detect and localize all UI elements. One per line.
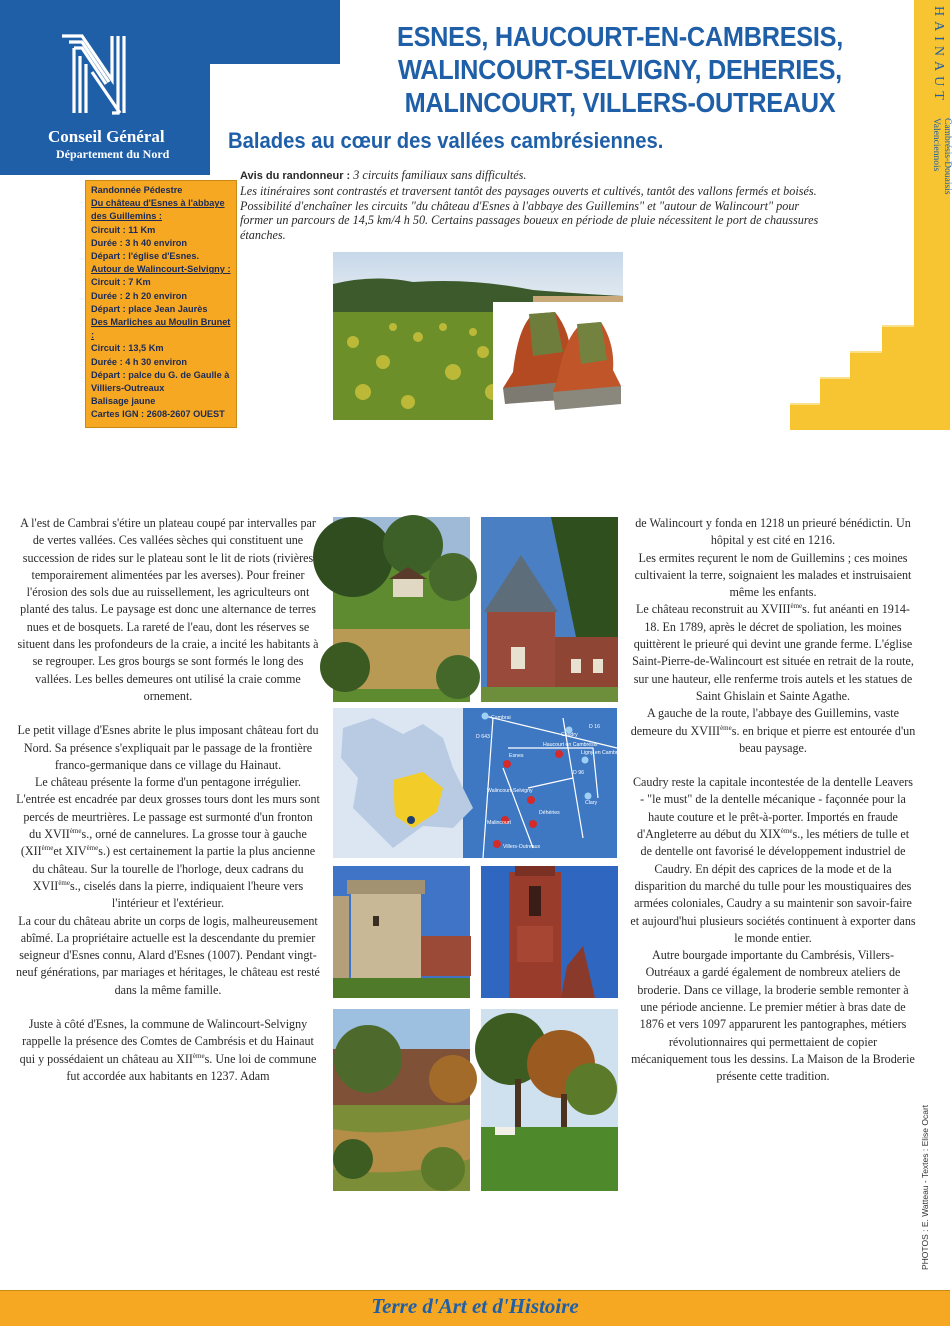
paragraph: de Walincourt y fonda en 1218 un prieuré bénédictin. Un hôpital y est cité en 1216. [635, 516, 911, 548]
region-sub2: Valenciennois [931, 118, 941, 172]
photo-church-tower [481, 866, 618, 998]
org-name: Conseil Général [48, 127, 165, 146]
photo-meadow-trees [481, 1009, 618, 1191]
route-name: Des Marliches au Moulin Brunet : [91, 317, 231, 341]
yellow-stairs-graphic [790, 320, 914, 430]
map-place: Haucourt en Cambrésis [543, 742, 598, 748]
text: s. en brique et pierre est entourée d'un beau paysage. [731, 723, 916, 755]
text: et XIV [53, 844, 87, 859]
article-column-left [16, 515, 320, 1102]
hiker-advice [240, 168, 830, 243]
route-marking: Balisage jaune [91, 396, 156, 407]
article-column-right [630, 515, 916, 1103]
text: Le château reconstruit au XVIII [636, 602, 791, 617]
page-title [372, 20, 869, 119]
paragraph: Le petit village d'Esnes abrite le plus imposant château fort du Nord. Sa présence s'expliquait par le passage de la frontière franco-germanique dans ce village du Hainaut. [17, 723, 319, 772]
route-circuit: Circuit : 7 Km [91, 277, 151, 288]
route-start: Départ : l'église d'Esnes. [91, 251, 200, 262]
advice-text: Les itinéraires sont contrastés et traversent tantôt des paysages ouverts et cultivés, tantôt des vallons fermés et boisés. Possibilité d'enchaîner les circuits "du château d'Esnes à l'abbaye des Guillemins" et "autour de Walincourt" pour former un parcours de 14,5 km/4 h 50. Certains passages boueux en période de pluie nécessitent le port de chaussures étanches. [240, 183, 819, 243]
page-subtitle: Balades au cœur des vallées cambrésiennes. [228, 128, 664, 153]
paragraph: A l'est de Cambrai s'étire un plateau coupé par intervalles par de vertes vallées. Ces vallées sèches qui constituent une succession de rides sur le plateau sont le lit de riots (rivières temporairement alimentées par les averses). Pour freiner l'érosion des sols due au ruissellement, les agriculteurs ont planté des talus. Le paysage est donc une alternance de terres nues et de bosquets. La rareté de l'eau, dont les réserves se situent dans les profondeurs de la craie, a incité les habitants à se regrouper. Les gros bourgs se sont formés le long des vallées. Les belles demeures ont utilisé la craie comme ornement. [17, 516, 319, 703]
text: s. Une loi de commune fut accordée aux habitants en 1237. Adam [66, 1051, 317, 1083]
title-line: MALINCOURT, VILLERS-OUTREAUX [404, 87, 836, 118]
advice-label: Avis du randonneur : [240, 170, 351, 182]
region-label: HAINAUT [931, 6, 946, 105]
map-place: Malincourt [487, 820, 511, 826]
paragraph: Autre bourgade importante du Cambrésis, Villers-Outréaux a gardé également de nombreux ateliers de broderie. Dans ce village, la broderie semble remonter à une période ancienne. Le premier métier à bras date de 1876 et vers 1097 apparurent les pantographes, métiers révolutionnaires qui permettaient de copier mécaniquement tous les dessins. La Maison de la Broderie présente cette tradition. [631, 948, 915, 1084]
text: s., orné de cannelures. La grosse tour à gauche (XII [20, 827, 307, 859]
superscript: ème [192, 1051, 205, 1060]
route-circuit: Circuit : 11 Km [91, 224, 156, 235]
text: Juste à côté d'Esnes, la commune de Walincourt-Selvigny rappelle la présence des Comtes de Cambrésis et du Hainaut qui y possédaient un château au XII [19, 1017, 314, 1066]
map-place: Villers-Outreaux [503, 844, 541, 850]
route-name: Autour de Walincourt-Selvigny : [91, 264, 231, 275]
advice-lead: 3 circuits familiaux sans difficultés. [350, 168, 527, 182]
superscript: ème [58, 878, 70, 887]
superscript: ème [790, 602, 803, 611]
paragraph [630, 601, 916, 705]
map-place: Déhéries [539, 810, 560, 816]
paragraph: Les ermites reçurent le nom de Guillemins ; ces moines cultivaient la terre, soignaient les malades et instruisaient même les enfants. [634, 550, 912, 600]
paragraph [16, 1016, 320, 1085]
route-duration: Durée : 2 h 20 environ [91, 290, 187, 301]
superscript: ème [720, 723, 732, 732]
superscript: ème [41, 844, 54, 853]
photo-castle-tower [333, 866, 470, 998]
paragraph [630, 774, 916, 947]
route-start: Départ : place Jean Jaurès [91, 303, 208, 314]
department-name: Département du Nord [56, 147, 170, 161]
map-road: D 16 [589, 724, 600, 730]
region-sub1: Cambrésis-Douaisis [942, 118, 952, 195]
area-map [333, 708, 627, 858]
text: s. fut anéanti en 1914-18. En 1789, après le décret de spoliation, les moines quittèrent le prieuré qui devint une grande ferme. L'église Saint-Pierre-de-Walincourt est située en retrait de la route, sur une hauteur, elle renferme trois autels et les statues de Saint Ghislain et Sainte Agathe. [632, 602, 914, 703]
map-place: Caudry [561, 732, 578, 738]
footer-tagline: Terre d'Art et d'Histoire [371, 1294, 579, 1318]
map-place: Esnes [509, 753, 524, 759]
paragraph [630, 705, 916, 757]
conseil-general-n-logo-icon [52, 28, 162, 118]
paragraph [16, 774, 320, 912]
map-place: Cambrai [491, 715, 511, 721]
route-circuit: Circuit : 13,5 Km [91, 343, 164, 354]
text: Le château présente la forme d'un pentagone irrégulier. L'entrée est encadrée par deux grosses tours dont les murs sont percés de meurtrières. Le passage est surmonté d'un fronton du XVII [16, 775, 320, 842]
route-duration: Durée : 4 h 30 environ [91, 356, 187, 367]
photo-autumn-path [333, 1009, 470, 1191]
route-duration: Durée : 3 h 40 environ [91, 237, 187, 248]
paragraph: La cour du château abrite un corps de logis, malheureusement abîmé. La propriétaire actuelle est la descendante du premier seigneur d'Esnes connu, Alard d'Esnes (1007). Pendant vingt-neuf générations, par mariages et héritages, le château est resté dans la même famille. [16, 913, 320, 997]
photo-credits: PHOTOS : E. Watteau - Textes : Elise Ocart [920, 1104, 930, 1270]
text: s., les métiers de tulle et de dentelle ont favorisé le développement industriel de Caudry. En dépit des caprices de la mode et de la disparition du marché du tulle pour les moustiquaires des armées coloniales, Caudry a su maintenir son savoir-faire et aujourd'hui plusieurs sociétés continuent à exporter dans le monde entier. [630, 827, 916, 945]
photo-brick-tower [481, 517, 618, 702]
route-name: Du château d'Esnes à l'abbaye des Guillemins : [91, 198, 225, 222]
hike-info-box [85, 180, 237, 428]
text: Caudry reste la capitale incontestée de la dentelle Leavers - "le must" de la dentelle mécanique - façonnée pour la haute couture et le prêt-à-porter. Importés en fraude d'Angleterre au début du XIX [632, 775, 914, 842]
logo-block [0, 0, 210, 175]
map-road: D 643 [476, 734, 490, 740]
text: A gauche de la route, l'abbaye des Guillemins, vaste demeure du XVIII [630, 706, 900, 738]
map-road: D 96 [573, 770, 584, 776]
superscript: ème [780, 827, 793, 836]
title-line: ESNES, HAUCOURT-EN-CAMBRESIS, [396, 21, 844, 52]
superscript: ème [86, 844, 99, 853]
text: s.) est certainement la partie la plus ancienne du château. Sur la tourelle de l'horloge, deux cadrans du XVII [32, 844, 316, 893]
logo-spacer [210, 64, 340, 174]
map-place: Clary [585, 800, 598, 806]
region-sublabel [930, 118, 952, 195]
route-maps: Cartes IGN : 2608-2607 OUEST [91, 409, 225, 420]
superscript: ème [69, 827, 82, 836]
hike-heading: Randonnée Pédestre [91, 185, 183, 195]
route-start: Départ : palce du G. de Gaulle à Villiers-Outreaux [91, 369, 230, 394]
photo-country-house [333, 517, 470, 702]
hero-photo-field-boots [333, 252, 623, 420]
text: s., ciselés dans la pierre, indiquaient l'heure vers l'intérieur et l'extérieur. [69, 878, 304, 911]
title-line: WALINCOURT-SELVIGNY, DEHERIES, [398, 54, 842, 85]
map-place: Ligny en Cambrésis [581, 750, 627, 756]
map-place: Walincourt-Selvigny [487, 788, 533, 794]
